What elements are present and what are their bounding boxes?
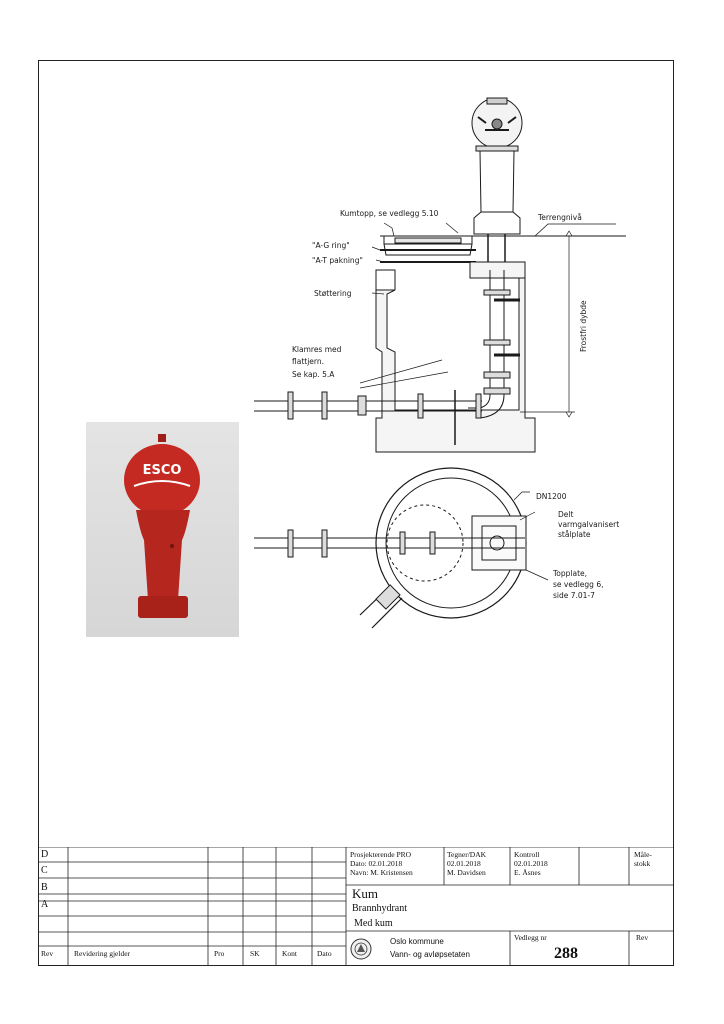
tegner-line3: M. Davidsen [447,868,486,877]
label-topplate-3: side 7.01-7 [553,591,595,600]
org-department: Vann- og avløpsetaten [390,950,470,959]
oslo-seal-icon [350,938,372,960]
manhole-cover [380,236,476,262]
drawing-title: Kum [352,886,378,901]
vedlegg-label: Vedlegg nr [514,933,547,942]
label-dn: DN1200 [536,492,567,501]
label-delt-1: Delt [558,510,574,519]
tegner-line2: 02.01.2018 [447,859,481,868]
esco-logo: ESCO [142,463,182,478]
drawing-subtitle-2: Med kum [354,918,393,929]
kontroll-line1: Kontroll [514,850,540,859]
header-kont: Kont [282,949,297,958]
label-ag-ring: "A-G ring" [312,241,350,250]
label-stottering: Støttering [314,289,352,298]
malestokk-line1: Måle- [634,850,652,859]
kontroll-line2: 02.01.2018 [514,859,548,868]
header-revisjon: Revidering gjelder [74,949,131,958]
label-klamres-3: Se kap. 5.A [292,370,335,379]
label-delt-3: stålplate [558,530,591,539]
tegner-line1: Tegner/DAK [447,850,487,859]
malestokk [634,850,652,868]
header-pro: Pro [214,949,225,958]
rev-letter-b: B [41,882,48,893]
hydrant-head [472,98,522,234]
tegner-info [447,850,486,877]
rev-letter-d: D [41,849,49,860]
rev-label: Rev [636,933,649,942]
label-klamres-2: flattjern. [292,357,324,366]
project-line3: Navn: M. Kristensen [350,868,413,877]
label-terrengniva: Terrengnivå [538,213,582,222]
header-sk: SK [250,949,260,958]
label-kumtopp: Kumtopp, se vedlegg 5.10 [340,209,439,218]
label-delt-2: varmgalvanisert [558,520,620,529]
hydrant-photo [86,422,239,637]
kontroll-info [514,850,548,877]
project-line1: Prosjekterende PRO [350,850,412,859]
plan-view [254,468,548,628]
malestokk-line2: stokk [634,859,651,868]
vedlegg-number: 288 [554,945,578,962]
label-klamres-1: Klamres med [292,345,342,354]
label-topplate-1: Topplate, [553,569,588,578]
label-topplate-2: se vedlegg 6, [553,580,604,589]
kontroll-line3: E. Åsnes [514,868,541,877]
org-name: Oslo kommune [390,937,444,946]
rev-letter-a: A [41,899,49,910]
project-line2: Dato: 02.01.2018 [350,859,403,868]
label-frostfri: Frostfri dybde [579,300,588,352]
rev-letter-c: C [41,865,48,876]
header-rev: Rev [41,949,54,958]
drawing-subtitle-1: Brannhydrant [352,903,407,914]
hydrant-image [86,422,239,637]
title-block [38,847,674,966]
project-info [350,850,413,877]
label-at-pakning: "A-T pakning" [312,256,363,265]
header-dato: Dato [317,949,332,958]
